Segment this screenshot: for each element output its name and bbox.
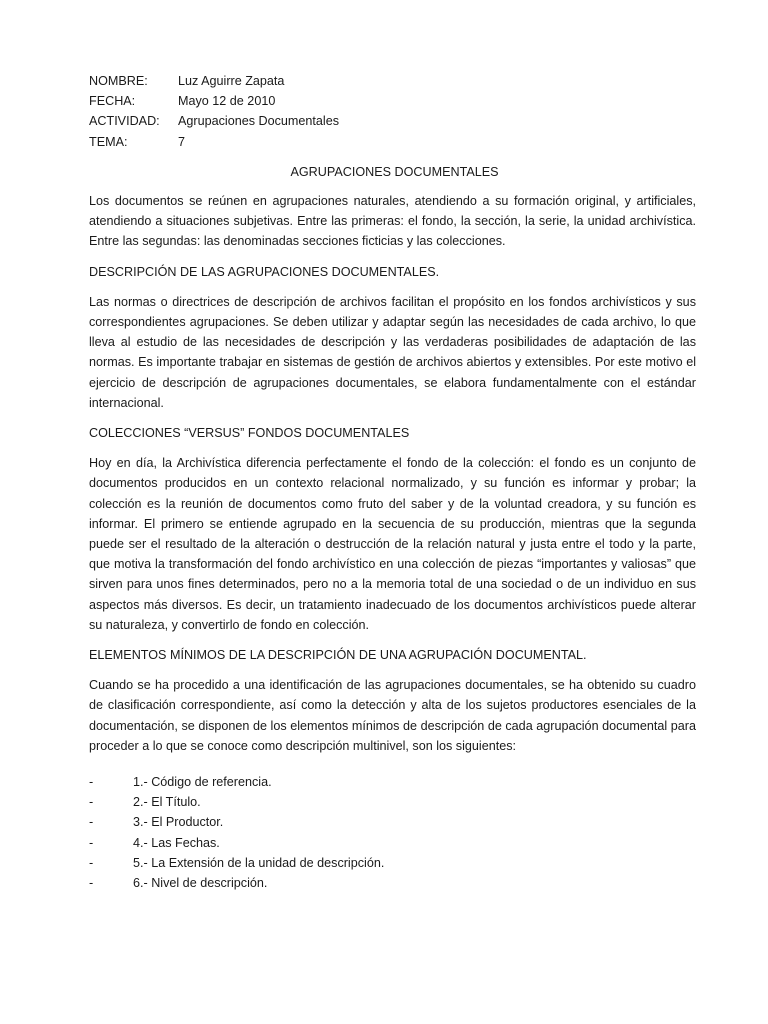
section-body-descripcion: Las normas o directrices de descripción de archivos facilitan el propósito en los fondos archivísticos y sus correspondientes agrupaciones. Se deben utilizar y adaptar según las necesidades de cada archivo, lo que lleva al estudio de las necesidades de descripción y las verdaderas posibilidades de adaptación de las normas. Es importante trabajar en sistemas de gestión de archivos abiertos y extensibles. Por este motivo el ejercicio de descripción de agrupaciones documentales, se elabora fundamentalmente con el estándar internacional. (89, 294, 696, 410)
section-heading-descripcion: DESCRIPCIÓN DE LAS AGRUPACIONES DOCUMENTALES. (89, 264, 440, 279)
header-value: 7 (178, 134, 186, 149)
header-value: Agrupaciones Documentales (178, 114, 340, 129)
list-item (89, 772, 696, 792)
document-title: AGRUPACIONES DOCUMENTALES (290, 164, 499, 179)
header-value: Mayo 12 de 2010 (178, 94, 276, 109)
header-row-fecha (89, 91, 696, 111)
list-item-text: 4.- Las Fechas. (133, 835, 220, 850)
list-bullet: - (89, 855, 94, 870)
list-item (89, 853, 696, 873)
header-key: NOMBRE: (89, 74, 148, 88)
list-item-text: 6.- Nivel de descripción. (133, 875, 268, 890)
elements-list (89, 772, 696, 893)
list-item (89, 792, 696, 812)
header-value: Luz Aguirre Zapata (178, 74, 285, 88)
section-heading-elementos: ELEMENTOS MÍNIMOS DE LA DESCRIPCIÓN DE UNA AGRUPACIÓN DOCUMENTAL. (89, 648, 587, 663)
list-bullet: - (89, 875, 94, 890)
list-item (89, 873, 696, 893)
list-item-text: 3.- El Productor. (133, 815, 224, 830)
section-heading-colecciones: COLECCIONES “VERSUS” FONDOS DOCUMENTALES (89, 425, 410, 440)
list-bullet: - (89, 795, 94, 810)
header-key: FECHA: (89, 94, 136, 109)
section-body-colecciones: Hoy en día, la Archivística diferencia perfectamente el fondo de la colección: el fondo es un conjunto de documentos producidos en un contexto relacional normalizado, y su función es informar y probar; la colección es la reunión de documentos como fruto del saber y de la voluntad creadora, y su función es informar. El primero se entiende agrupado en la secuencia de su producción, mientras que la segunda puede ser el resultado de la alteración o destrucción de la relación natural y justa entre el todo y la parte, que motiva la transformación del fondo archivístico en una colección de piezas “importantes y valiosas” que sirven para unos fines determinados, pero no a la memoria total de una sociedad o de un individuo en sus aspectos más diversos. Es decir, un tratamiento inadecuado de los documentos archivísticos puede alterar su naturaleza, y convertirlo de fondo en colección. (89, 456, 696, 632)
list-item-text: 5.- La Extensión de la unidad de descripción. (133, 855, 385, 870)
list-item-text: 2.- El Título. (133, 795, 201, 810)
list-bullet: - (89, 815, 94, 830)
header-row-actividad (89, 111, 696, 131)
list-bullet: - (89, 775, 94, 790)
header-row-tema (89, 132, 696, 152)
header-fields (89, 71, 696, 152)
list-item-text: 1.- Código de referencia. (133, 775, 272, 790)
list-bullet: - (89, 835, 94, 850)
list-item (89, 812, 696, 832)
list-item (89, 833, 696, 853)
header-row-nombre (89, 71, 696, 91)
header-key: ACTIVIDAD: (89, 114, 160, 129)
header-key: TEMA: (89, 134, 128, 149)
intro-paragraph: Los documentos se reúnen en agrupaciones naturales, atendiendo a su formación original, y artificiales, atendiendo a situaciones subjetivas. Entre las primeras: el fondo, la sección, la serie, la unidad archivística. Entre las segundas: las denominadas secciones ficticias y las colecciones. (89, 193, 696, 249)
section-body-elementos: Cuando se ha procedido a una identificación de las agrupaciones documentales, se ha obtenido su cuadro de clasificación correspondiente, así como la detección y alta de los sujetos productores esenciales de la documentación, se disponen de los elementos mínimos de descripción de cada agrupación documental para proceder a lo que se conoce como descripción multinivel, son los siguientes: (89, 678, 696, 753)
